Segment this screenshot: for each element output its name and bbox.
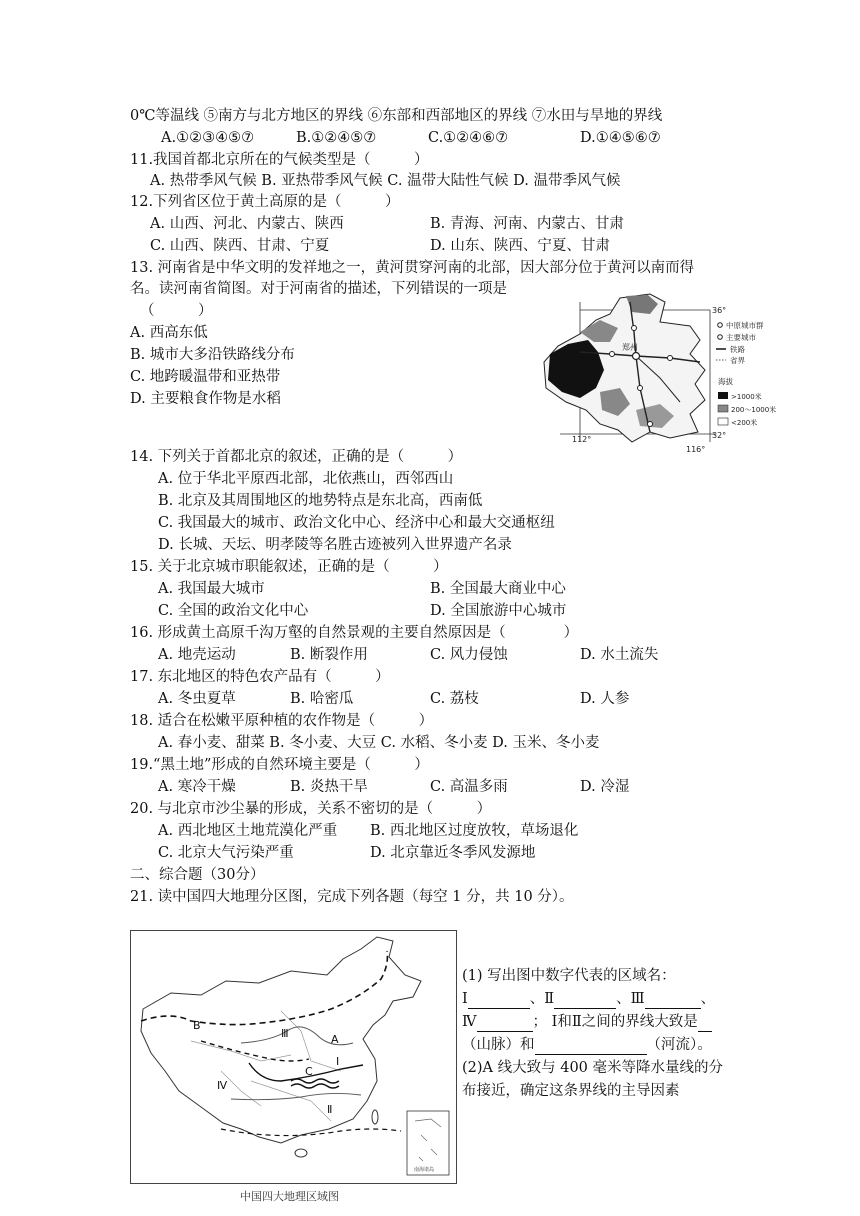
q16-option-c: C. 风力侵蚀 [430, 647, 508, 663]
henan-map-graphic [540, 292, 777, 456]
q14-option-b: B. 北京及其周围地区的地势特点是东北高，西南低 [158, 493, 483, 509]
q10-option-c: C.①②④⑥⑦ [428, 130, 509, 146]
q13-stem-line2: 名。读河南省简图。对于河南省的描述，下列错误的一项是 [130, 281, 507, 297]
map-label-region-2: Ⅱ [327, 1103, 333, 1116]
q20-stem: 20. 与北京市沙尘暴的形成，关系不密切的是（ ） [130, 801, 492, 817]
china-regions-map [130, 930, 457, 1184]
q18-options: A. 春小麦、甜菜 B. 冬小麦、大豆 C. 水稻、冬小麦 D. 玉米、冬小麦 [158, 735, 600, 751]
q16-option-d: D. 水土流失 [580, 647, 659, 663]
q21-blank-region-1[interactable] [468, 994, 530, 1009]
q13-stem-line1: 13. 河南省是中华文明的发祥地之一，黄河贯穿河南的北部，因大部分位于黄河以南而得 [130, 260, 695, 276]
q13-option-d: D. 主要粮食作物是水稻 [130, 391, 281, 407]
q14-option-a: A. 位于华北平原西北部，北依燕山，西邻西山 [158, 471, 454, 487]
q20-option-d: D. 北京靠近冬季风发源地 [370, 845, 536, 861]
henan-city-label: 郑州 [622, 343, 638, 352]
henan-legend-elev-title: 海拔 [718, 377, 733, 386]
q12-option-a: A. 山西、河北、内蒙古、陕西 [150, 216, 344, 232]
q15-option-c: C. 全国的政治文化中心 [158, 603, 309, 619]
q21-blank-region-2[interactable] [554, 994, 616, 1009]
q21-part1-title: (1) 写出图中数字代表的区域名： [462, 968, 676, 984]
q17-option-b: B. 哈密瓜 [290, 691, 354, 707]
q14-option-c: C. 我国最大的城市、政治文化中心、经济中心和最大交通枢纽 [158, 515, 555, 531]
q13-option-b: B. 城市大多沿铁路线分布 [130, 347, 295, 363]
q19-option-c: C. 高温多雨 [430, 779, 508, 795]
q11-stem: 11.我国首都北京所在的气候类型是（ ） [130, 152, 429, 168]
map-label-region-3: Ⅲ [281, 1027, 289, 1040]
q15-option-b: B. 全国最大商业中心 [430, 581, 566, 597]
henan-legend-border: 省界 [730, 356, 745, 365]
q11-options: A. 热带季风气候 B. 亚热带季风气候 C. 温带大陆性气候 D. 温带季风气候 [150, 173, 621, 189]
henan-legend-rail: 铁路 [730, 345, 745, 354]
henan-map [540, 292, 777, 456]
q21-part2-line1: (2)A 线大致与 400 毫米等降水量线的分 [462, 1060, 724, 1076]
map-label-c: C [305, 1065, 313, 1078]
q16-stem: 16. 形成黄土高原千沟万壑的自然景观的主要自然原因是（ ） [130, 625, 579, 641]
map-label-a: A [331, 1033, 339, 1046]
henan-legend-elev-low: <200米 [731, 419, 758, 427]
henan-legend-elev-mid: 200～1000米 [731, 406, 777, 414]
q21-blank-line2 [462, 1012, 712, 1032]
q12-option-c: C. 山西、陕西、甘肃、宁夏 [150, 238, 330, 254]
q21-blank-region-4[interactable] [477, 1017, 533, 1032]
q15-option-a: A. 我国最大城市 [158, 581, 265, 597]
map-inset-label: 南海诸岛 [414, 1167, 435, 1173]
q16-option-b: B. 断裂作用 [290, 647, 368, 663]
q20-option-c: C. 北京大气污染严重 [158, 845, 294, 861]
map-label-region-4: Ⅳ [217, 1079, 228, 1092]
q13-answer-paren: （ ） [140, 303, 213, 319]
q10-option-b: B.①②④⑤⑦ [296, 130, 377, 146]
q10-tail: 0℃等温线 ⑤南方与北方地区的界线 ⑥东部和西部地区的界线 ⑦水田与旱地的界线 [130, 108, 663, 124]
q21-region-3-label: 、Ⅲ [616, 991, 645, 1007]
q20-option-b: B. 西北地区过度放牧，草场退化 [370, 823, 579, 839]
q15-option-d: D. 全国旅游中心城市 [430, 603, 567, 619]
henan-lon-left: 112° [572, 435, 592, 444]
q17-option-c: C. 荔枝 [430, 691, 479, 707]
q17-option-a: A. 冬虫夏草 [158, 691, 236, 707]
q19-option-d: D. 冷湿 [580, 779, 630, 795]
q10-option-d: D.①④⑤⑥⑦ [580, 130, 661, 146]
henan-lat-top: 36° [712, 306, 727, 315]
q21-region-4-label: Ⅳ [462, 1014, 477, 1030]
q21-region-2-label: 、Ⅱ [529, 991, 555, 1007]
q21-mountain-text: （山脉）和 [462, 1037, 535, 1053]
q21-blank-river[interactable] [535, 1040, 647, 1055]
q21-part2-line2: 布接近，确定这条界线的主导因素 [462, 1083, 680, 1099]
henan-lon-right: 116° [686, 445, 706, 454]
china-map-caption: 中国四大地理区域图 [240, 1190, 339, 1203]
q21-blank-mountain[interactable] [698, 1017, 712, 1032]
q18-stem: 18. 适合在松嫩平原种植的农作物是（ ） [130, 713, 434, 729]
q17-option-d: D. 人参 [580, 691, 630, 707]
q21-region-1-label: Ⅰ [462, 991, 468, 1007]
henan-lat-bottom: 32° [712, 431, 727, 440]
q21-comma: 、 [700, 991, 716, 1007]
q12-stem: 12.下列省区位于黄土高原的是（ ） [130, 194, 400, 210]
henan-legend-city: 中原城市群 [726, 321, 764, 330]
q21-boundary-text: ； Ⅰ和Ⅱ之间的界线大致是 [532, 1014, 698, 1030]
q19-option-b: B. 炎热干旱 [290, 779, 368, 795]
q15-stem: 15. 关于北京城市职能叙述，正确的是（ ） [130, 559, 448, 575]
q12-option-b: B. 青海、河南、内蒙古、甘肃 [430, 216, 624, 232]
q21-blank-line3 [462, 1035, 712, 1055]
q20-option-a: A. 西北地区土地荒漠化严重 [158, 823, 338, 839]
henan-legend-city2: 主要城市 [726, 333, 756, 342]
q13-option-c: C. 地跨暖温带和亚热带 [130, 369, 281, 385]
q21-river-text: （河流）。 [646, 1037, 712, 1053]
q12-option-d: D. 山东、陕西、宁夏、甘肃 [430, 238, 610, 254]
q21-blank-line1 [462, 989, 715, 1009]
q17-stem: 17. 东北地区的特色农产品有（ ） [130, 669, 390, 685]
map-label-b: B [193, 1019, 201, 1032]
q19-stem: 19.“黑土地”形成的自然环境主要是（ ） [130, 757, 429, 773]
q19-option-a: A. 寒冷干燥 [158, 779, 236, 795]
q16-option-a: A. 地壳运动 [158, 647, 236, 663]
china-map-graphic [131, 931, 456, 1183]
q13-option-a: A. 西高东低 [130, 325, 208, 341]
map-label-region-1: Ⅰ [336, 1055, 340, 1068]
q10-option-a: A.①②③④⑤⑦ [161, 130, 255, 146]
q14-option-d: D. 长城、天坛、明孝陵等名胜古迹被列入世界遗产名录 [158, 537, 512, 553]
section-heading: 二、综合题（30分） [130, 867, 265, 883]
henan-legend-elev-high: >1000米 [731, 393, 762, 401]
q21-stem: 21. 读中国四大地理分区图，完成下列各题（每空 1 分，共 10 分）。 [130, 889, 574, 905]
q21-blank-region-3[interactable] [645, 994, 701, 1009]
q14-stem: 14. 下列关于首都北京的叙述，正确的是（ ） [130, 449, 463, 465]
